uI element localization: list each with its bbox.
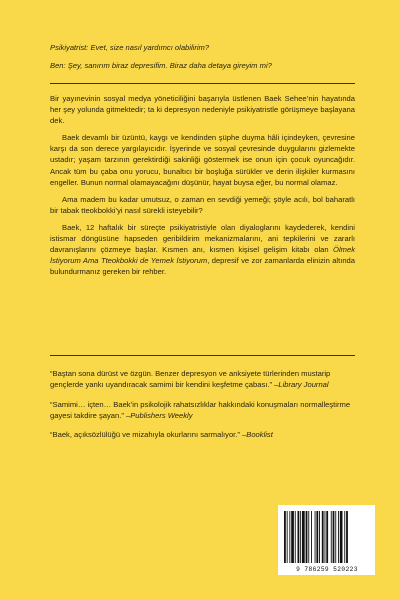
- blurb: [50, 85, 355, 283]
- barcode-bar: [306, 511, 308, 563]
- barcode-bar: [325, 511, 326, 563]
- review-quote-text: “Baek, açıksözlülüğü ve mizahıyla okurlarını sarmalıyor.”: [50, 430, 243, 439]
- blurb-paragraph-4-end: , depresif ve zor zamanlarda elinizin altında bulundurmanız gereken bir rehber.: [50, 256, 356, 277]
- barcode-bar: [287, 511, 288, 563]
- barcode-bar: [302, 511, 305, 563]
- barcode-bar: [315, 511, 316, 563]
- review-quote-text: “Samimi… içten… Baek’in psikolojik rahatsızlıklar hakkındaki konuşmaları normalleştirme gayesi takdire şayan.”: [50, 399, 351, 420]
- barcode-bar: [346, 511, 348, 563]
- isbn-number: 9 786259 520223: [296, 566, 358, 573]
- divider-top: [50, 83, 355, 84]
- barcode-bar: [316, 511, 318, 563]
- barcode-bar: [298, 511, 300, 563]
- review-quote-source: –Publishers Weekly: [125, 410, 193, 420]
- review-quote-source: –Library Journal: [274, 380, 329, 389]
- review-quotes: [50, 368, 355, 449]
- barcode-bar: [344, 511, 345, 563]
- blurb-paragraph-4-start: Baek, 12 haftalık bir süreçte psikiyatristiyle olan diyaloglarını kaydederek, kendini istismar döngüsüne hapseden geribildirim mekanizmalarını, ani tepkilerini ve zararlı davranışlarını çözmeye başlar. Kısmen anı, kısmen kişisel gelişim kitabı olan: [50, 222, 355, 255]
- barcode-bars: [284, 511, 369, 563]
- barcode-bar: [326, 511, 328, 563]
- barcode-bar: [289, 511, 290, 563]
- barcode-bar: [331, 511, 332, 563]
- barcode-bar: [308, 511, 309, 563]
- barcode-bar: [338, 511, 339, 563]
- review-quote-source: –Booklist: [242, 430, 273, 439]
- barcode-bar: [295, 511, 296, 563]
- blurb-paragraph-1: Bir yayınevinin sosyal medya yöneticiliğini başarıyla üstlenen Baek Sehee’nin hayatında her şey yolunda gitmektedir; ta ki depresyon nedeniyle psikiyatristle görüşmeye başlayana dek.: [50, 94, 355, 126]
- blurb-paragraph-3: Ama madem bu kadar umutsuz, o zaman en sevdiği yemeği; şöyle acılı, bol baharatlı bir tabak tteokbokki’yi nasıl sürekli isteyebilir?: [50, 194, 355, 215]
- dialog-excerpt: [50, 42, 355, 77]
- divider-bottom: [50, 355, 355, 356]
- review-quote-text: “Baştan sona dürüst ve özgün. Benzer depresyon ve anksiyete türlerinden mustarip gençlerde yankı uyandıracak samimi bir kendini keşfetme çabası.”: [50, 369, 331, 389]
- dialog-ben: Ben: Şey, sanırım biraz depresifim. Biraz daha detaya gireyim mi?: [50, 60, 272, 70]
- barcode-bar: [300, 511, 301, 563]
- isbn-barcode: [278, 505, 375, 575]
- dialog-psychiatrist: Psikiyatrist: Evet, size nasıl yardımcı olabilirim?: [50, 43, 210, 52]
- barcode-bar: [335, 511, 336, 563]
- blurb-paragraph-2: Baek devamlı bir üzüntü, kaygı ve kendinden şüphe duyma hâli içindeyken, çevresine karşı da son derece yargılayıcıdır. İşyerinde ve sosyal çevresinde duygularını gizlemekte ustadır; yaşam tarzının gerektirdiği sakinliği göstermek ise onun için çocuk oyuncağıdır. Ancak tüm bu çaba onu yorucu, bunaltıcı bir boşluğa sürükler ve derin ilişkiler kurmasını engeller. Bunun normal olamayacağını düşünür, hayat buysa eğer, bu normal olamaz.: [50, 133, 355, 187]
- review-quote: [50, 429, 355, 440]
- barcode-bar: [333, 511, 335, 563]
- barcode-bar: [319, 511, 320, 563]
- barcode-bar: [291, 511, 294, 563]
- barcode-bar: [311, 511, 312, 563]
- review-quote: [50, 399, 355, 421]
- barcode-bar: [322, 511, 324, 563]
- review-quote: [50, 368, 355, 390]
- barcode-bar: [340, 511, 343, 563]
- barcode-bar: [284, 511, 286, 563]
- blurb-paragraph-4: [50, 222, 355, 277]
- book-title: Ölmek İstiyorum Ama Tteokbokki de Yemek İstiyorum: [50, 245, 355, 266]
